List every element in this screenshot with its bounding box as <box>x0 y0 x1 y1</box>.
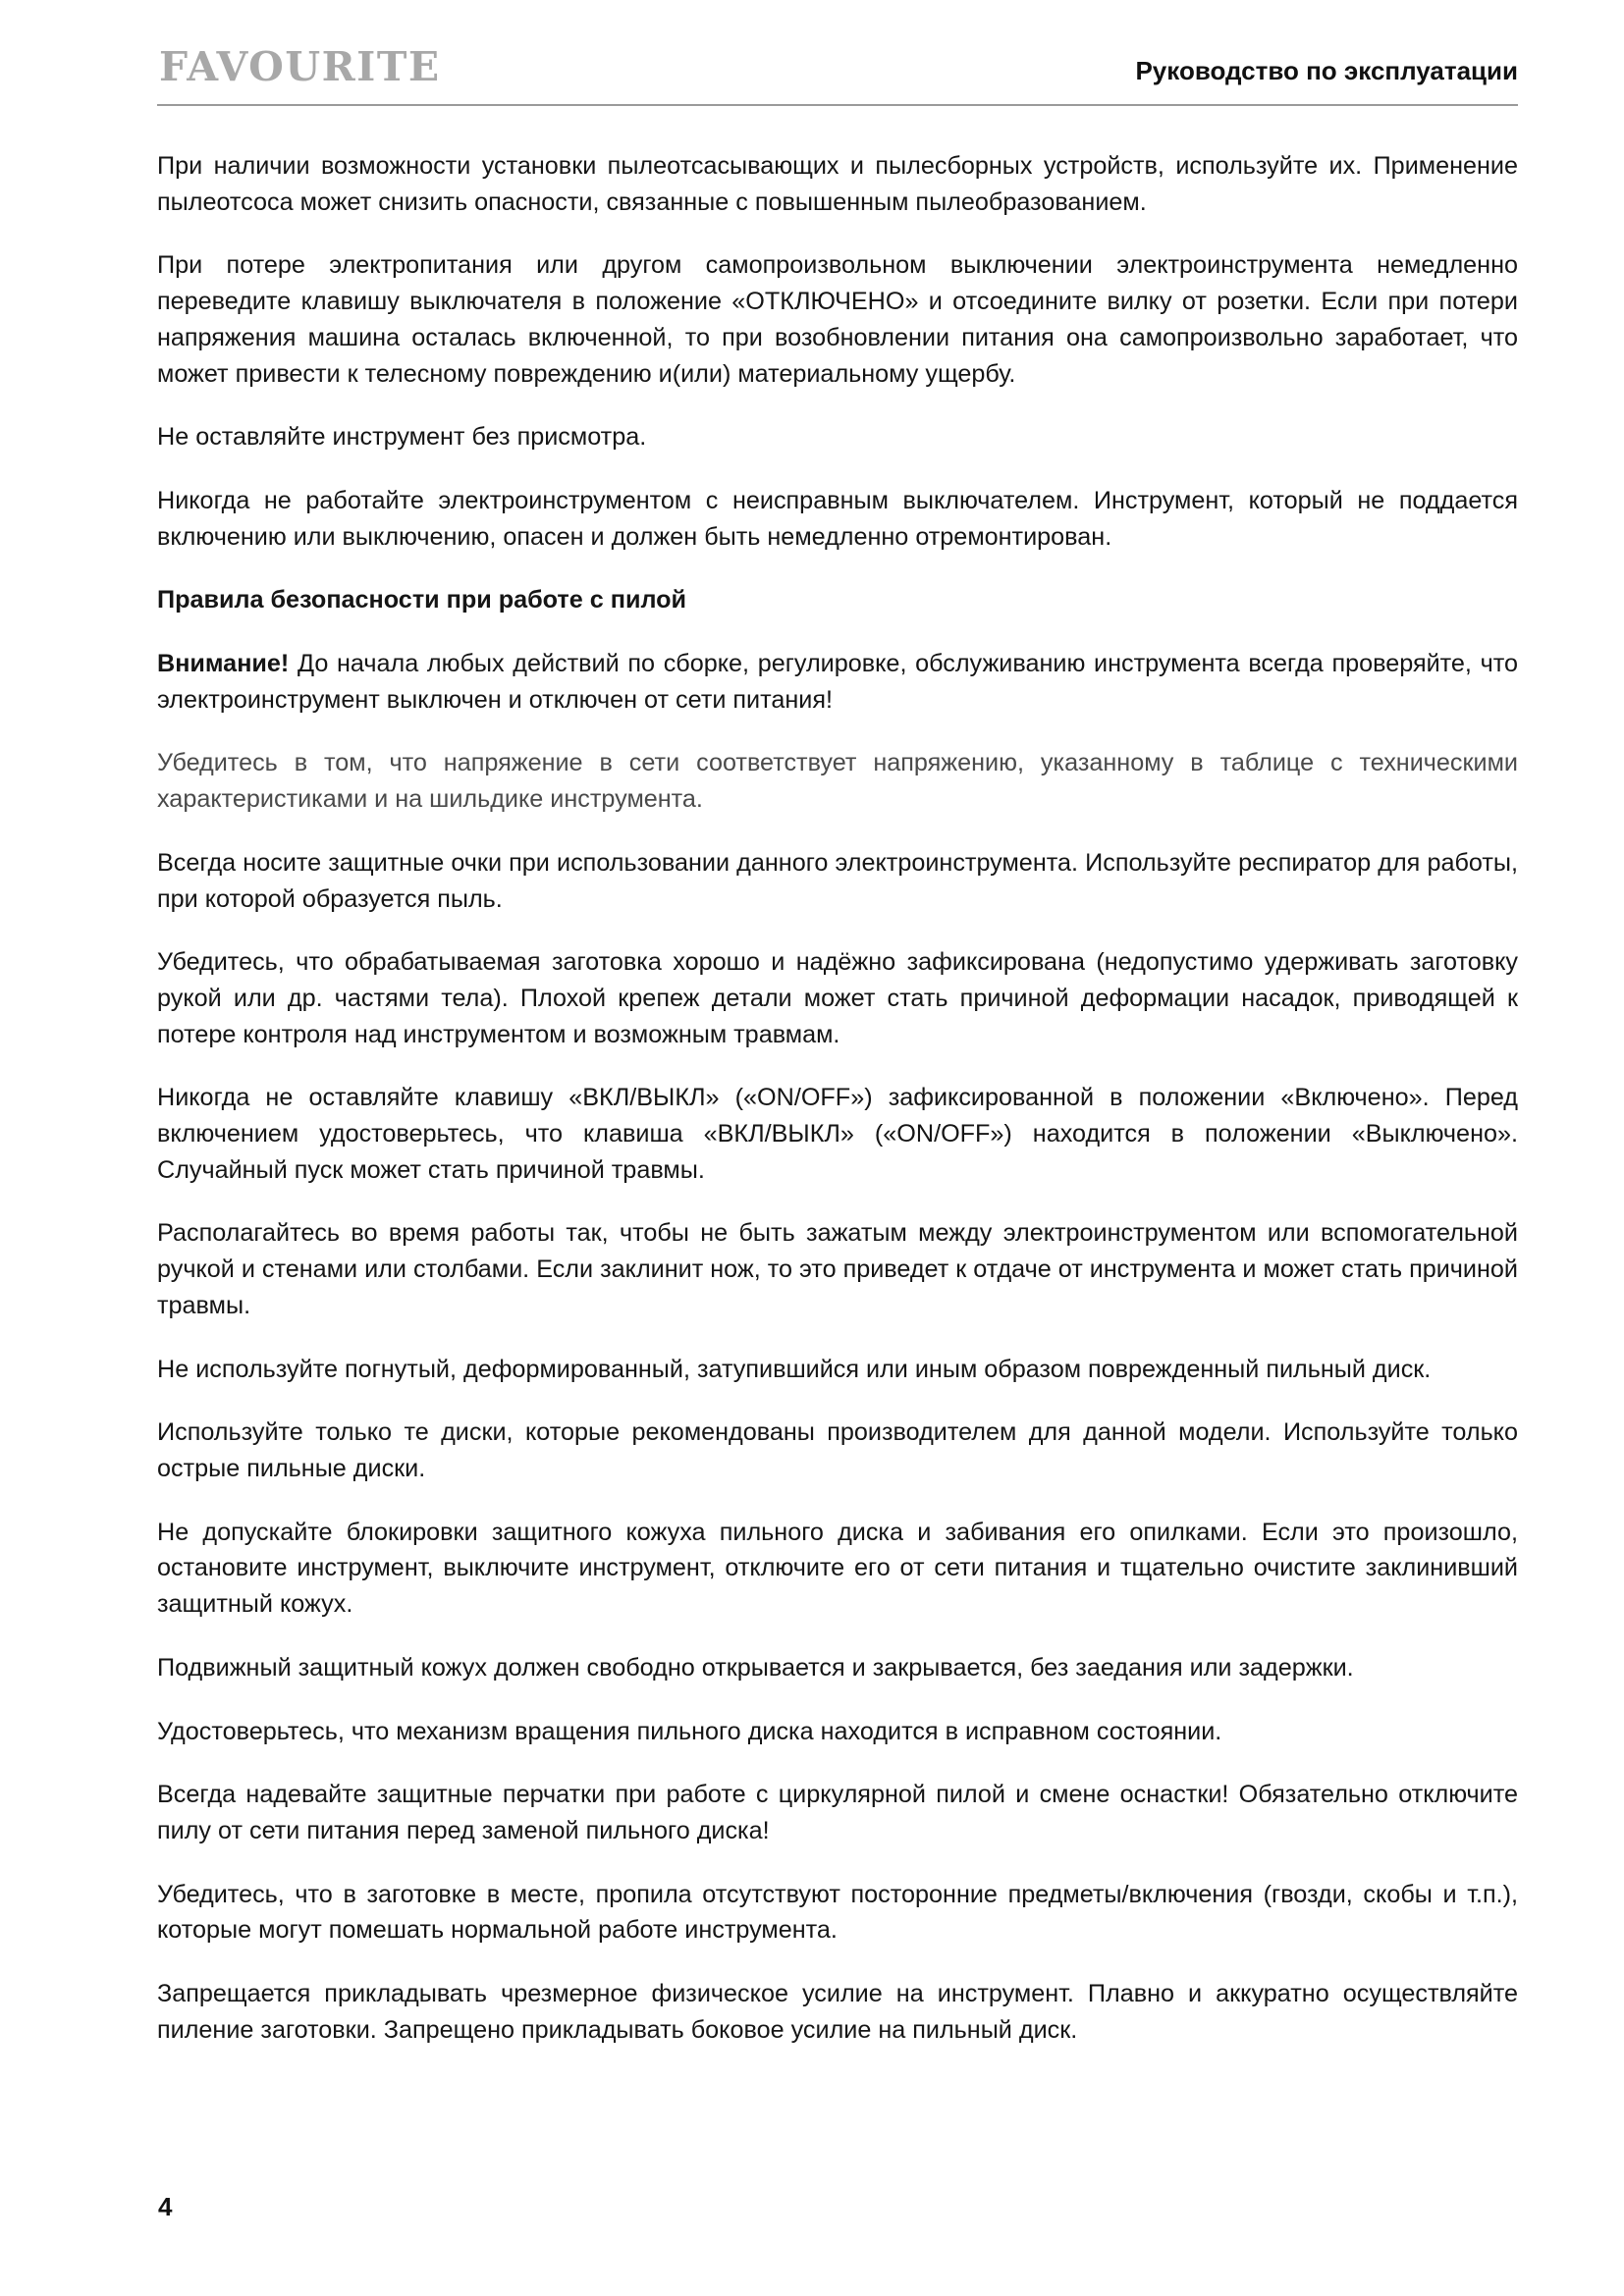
paragraph-switch-lock: Никогда не оставляйте клавишу «ВКЛ/ВЫКЛ» («ON/OFF») зафиксированной в положении «Включено». Перед включением удостоверьтесь, что клавиша «ВКЛ/ВЫКЛ» («ON/OFF») находится в положении «Выключено». Случайный пуск может стать причиной травмы. <box>157 1084 1518 1184</box>
paragraph-goggles: Всегда носите защитные очки при использовании данного электроинструмента. Используйте респиратор для работы, при которой образуется пыль. <box>157 848 1518 913</box>
section-heading: Правила безопасности при работе с пилой <box>157 586 687 614</box>
page-header <box>157 43 1518 106</box>
paragraph-warning <box>157 646 1518 718</box>
brand-logo: FAVOURITE <box>159 43 441 90</box>
paragraph-guard-blocking: Не допускайте блокировки защитного кожуха пильного диска и забивания его опилками. Если это произошло, остановите инструмент, выключите инструмент, отключите его от сети питания и тщательно очистите заклинивший защитный кожух. <box>157 1518 1518 1619</box>
paragraph-rotation-mechanism: Удостоверьтесь, что механизм вращения пильного диска находится в исправном состоянии. <box>157 1717 1222 1745</box>
paragraph-unattended: Не оставляйте инструмент без присмотра. <box>157 423 647 452</box>
paragraph-workpiece-fixing: Убедитесь, что обрабатываемая заготовка хорошо и надёжно зафиксирована (недопустимо удерживать заготовку рукой или др. частями тела). Плохой крепеж детали может стать причиной деформации насадок, приводящей к потере контроля над инструментом и возможным травмам. <box>157 948 1518 1048</box>
paragraph-dust-extraction: При наличии возможности установки пылеотсасывающих и пылесборных устройств, используйте их. Применение пылеотсоса может снизить опасности, связанные с повышенным пылеобразованием. <box>157 152 1518 216</box>
paragraph-recommended-discs: Используйте только те диски, которые рекомендованы производителем для данной модели. Используйте только острые пильные диски. <box>157 1418 1518 1482</box>
paragraph-gloves: Всегда надевайте защитные перчатки при работе с циркулярной пилой и смене оснастки! Обязательно отключите пилу от сети питания перед заменой пильного диска! <box>157 1781 1518 1844</box>
paragraph-damaged-disc: Не используйте погнутый, деформированный, затупившийся или иным образом поврежденный пильный диск. <box>157 1355 1432 1383</box>
page-number: 4 <box>158 2192 173 2221</box>
paragraph-voltage: Убедитесь в том, что напряжение в сети соответствует напряжению, указанному в таблице с техническими характеристиками и на шильдике инструмента. <box>157 749 1518 814</box>
document-title: Руководство по эксплуатации <box>1135 56 1518 85</box>
paragraph-movable-guard: Подвижный защитный кожух должен свободно открывается и закрывается, без заедания или задержки. <box>157 1653 1354 1682</box>
warning-lead: Внимание! <box>157 650 290 678</box>
main-content <box>157 148 1518 2075</box>
paragraph-foreign-objects: Убедитесь, что в заготовке в месте, пропила отсутствуют посторонние предметы/включения (гвозди, скобы и т.п.), которые могут помешать нормальной работе инструмента. <box>157 1880 1518 1945</box>
paragraph-power-loss: При потере электропитания или другом самопроизвольном выключении электроинструмента немедленно переведите клавишу выключателя в положение «ОТКЛЮЧЕНО» и отсоедините вилку от розетки. Если при потери напряжения машина осталась включенной, то при возобновлении питания она самопроизвольно заработает, что может привести к телесному повреждению и(или) материальному ущербу. <box>157 251 1518 388</box>
warning-text: До начала любых действий по сборке, регулировке, обслуживанию инструмента всегда проверяйте, что электроинструмент выключен и отключен от сети питания! <box>157 650 1518 714</box>
paragraph-faulty-switch: Никогда не работайте электроинструментом с неисправным выключателем. Инструмент, который не поддается включению или выключению, опасен и должен быть немедленно отремонтирован. <box>157 486 1518 551</box>
paragraph-body-position: Располагайтесь во время работы так, чтобы не быть зажатым между электроинструментом или вспомогательной ручкой и стенами или столбами. Если заклинит нож, то это приведет к отдаче от инструмента и может стать причиной травмы. <box>157 1219 1518 1319</box>
paragraph-excessive-force: Запрещается прикладывать чрезмерное физическое усилие на инструмент. Плавно и аккуратно осуществляйте пиление заготовки. Запрещено прикладывать боковое усилие на пильный диск. <box>157 1980 1518 2044</box>
